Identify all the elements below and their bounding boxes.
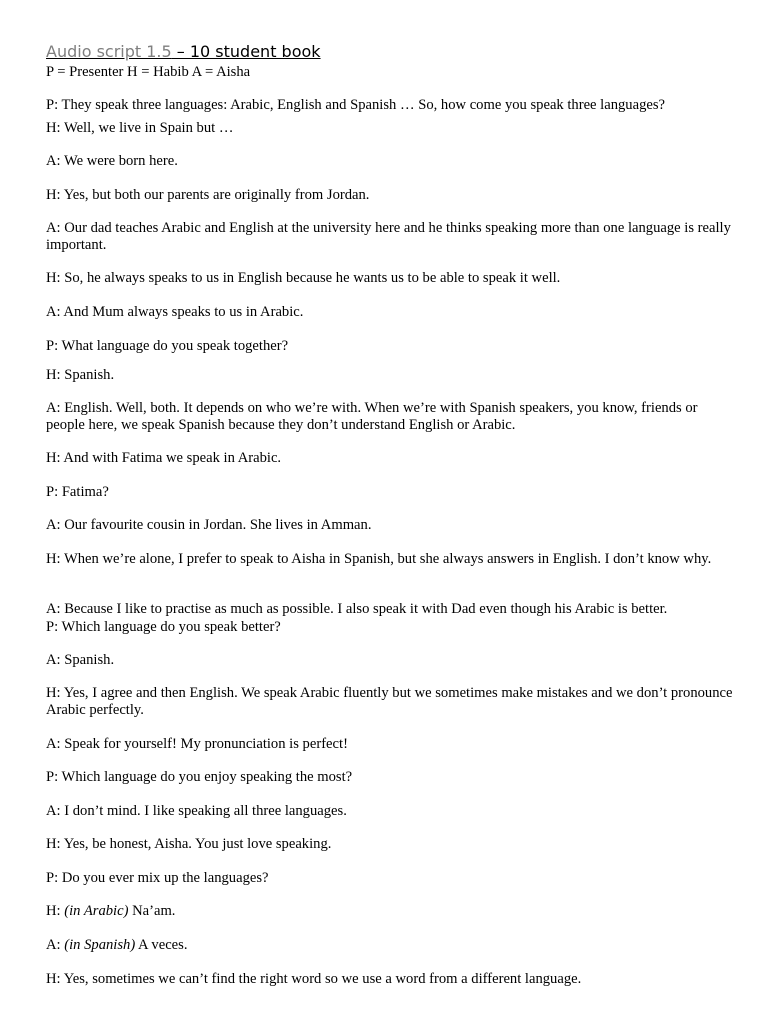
script-line: H: So, he always speaks to us in English because he wants us to be able to speak it well. (46, 270, 561, 286)
script-line: H: Yes, I agree and then English. We speak Arabic fluently but we sometimes make mistakes and we don’t pronounce Arabic perfectly. (46, 685, 733, 718)
script-line: A: Spanish. (46, 652, 115, 668)
script-line: A: Our dad teaches Arabic and English at the university here and he thinks speaking more than one language is really important. (46, 220, 731, 253)
script-line: A: We were born here. (46, 153, 178, 169)
stage-note: (in Spanish) (64, 937, 136, 953)
script-line: H: When we’re alone, I prefer to speak to Aisha in Spanish, but she always answers in English. I don’t know why. (46, 551, 712, 567)
script-line: A: Our favourite cousin in Jordan. She lives in Amman. (46, 517, 372, 533)
script-line: A: Because I like to practise as much as possible. I also speak it with Dad even though his Arabic is better. (46, 601, 668, 617)
script-line (46, 903, 736, 920)
script-line: A: Speak for yourself! My pronunciation is perfect! (46, 736, 348, 752)
spoken-text: Na’am. (132, 903, 176, 919)
spoken-text: A veces. (138, 937, 188, 953)
speaker-key: P = Presenter H = Habib A = Aisha (46, 64, 251, 80)
title-script-number: Audio script 1.5 (46, 42, 172, 61)
speaker-label: H: (46, 903, 61, 919)
script-line: P: What language do you speak together? (46, 338, 289, 354)
script-line: P: They speak three languages: Arabic, English and Spanish … So, how come you speak three languages? (46, 97, 666, 113)
script-line: A: English. Well, both. It depends on who we’re with. When we’re with Spanish speakers, you know, friends or people here, we speak Spanish because they don’t understand English or Arabic. (46, 400, 698, 433)
script-line: P: Which language do you enjoy speaking the most? (46, 769, 353, 785)
script-line: P: Fatima? (46, 484, 109, 500)
script-line: H: Yes, be honest, Aisha. You just love speaking. (46, 836, 332, 852)
title-book-name: – 10 student book (171, 42, 321, 61)
script-line: A: I don’t mind. I like speaking all three languages. (46, 803, 347, 819)
speaker-label: A: (46, 937, 61, 953)
script-line (46, 937, 736, 954)
stage-note: (in Arabic) (64, 903, 129, 919)
script-line: A: And Mum always speaks to us in Arabic. (46, 304, 304, 320)
script-line: P: Which language do you speak better? (46, 619, 281, 635)
script-line: P: Do you ever mix up the languages? (46, 870, 269, 886)
script-line: H: Yes, but both our parents are originally from Jordan. (46, 187, 370, 203)
script-line: H: Spanish. (46, 367, 115, 383)
script-line: H: And with Fatima we speak in Arabic. (46, 450, 282, 466)
script-line: H: Well, we live in Spain but … (46, 120, 234, 136)
script-line: H: Yes, sometimes we can’t find the right word so we use a word from a different language. (46, 971, 582, 987)
page-title (46, 42, 321, 62)
